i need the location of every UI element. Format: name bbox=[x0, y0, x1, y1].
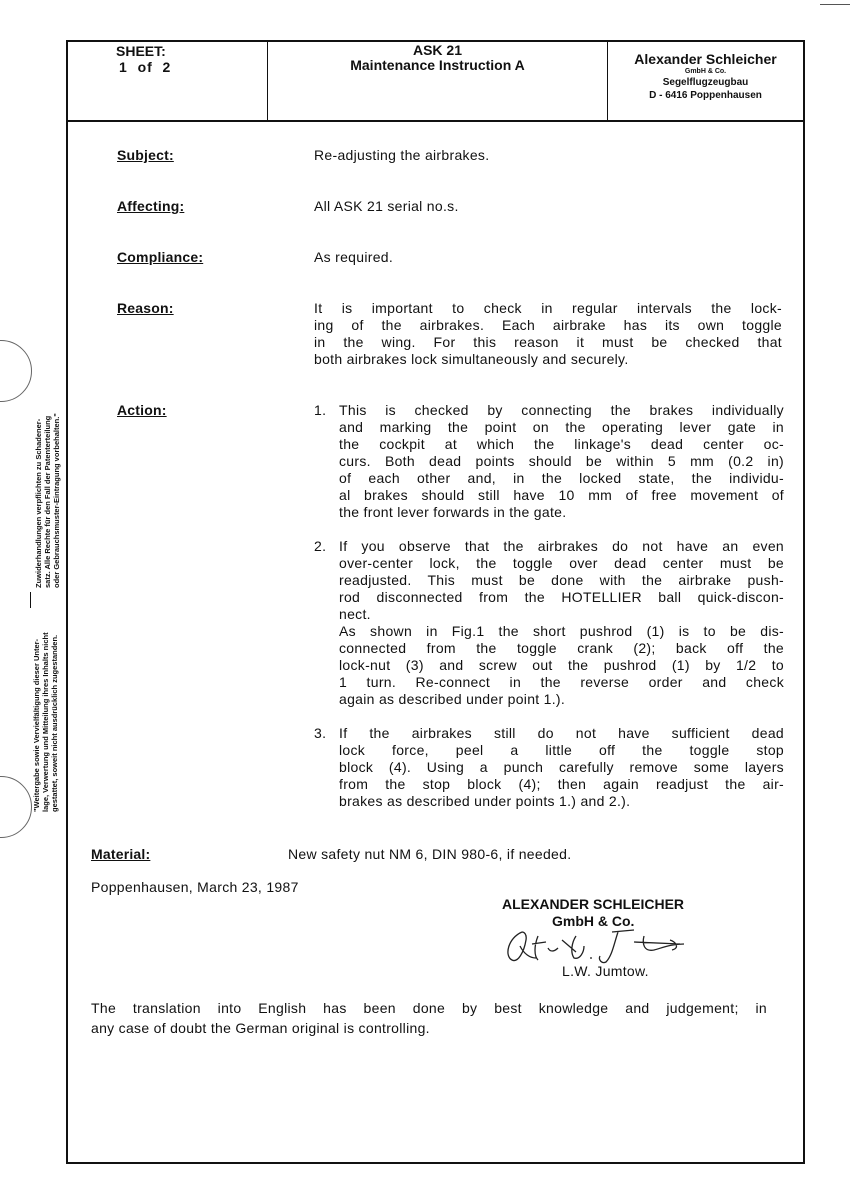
action-line: curs. Both dead points should be within 5 mm (0.2 in) bbox=[339, 453, 784, 469]
page-edge-mark bbox=[820, 4, 850, 5]
action-number: 3. bbox=[314, 725, 327, 741]
signature-company: ALEXANDER SCHLEICHER bbox=[502, 896, 685, 912]
affecting-label: Affecting: bbox=[117, 198, 185, 214]
action-line: connected from the toggle crank (2); back off the bbox=[339, 640, 784, 656]
punch-hole-bottom bbox=[0, 776, 32, 838]
reason-line: ing of the airbrakes. Each airbrake has its own toggle bbox=[314, 317, 782, 333]
action-line: al brakes should still have 10 mm of free movement of bbox=[339, 487, 784, 503]
action-line: lock-nut (3) and screw out the pushrod (1) by 1/2 to bbox=[339, 657, 784, 673]
notice-line: Zuwiderhandlungen verpflichten zu Schadener- bbox=[34, 418, 43, 588]
notice-line: lage, Verwertung und Mitteilung ihres Inhalts nicht bbox=[41, 632, 50, 812]
action-body bbox=[339, 402, 784, 521]
action-line: of each other and, in the locked state, the individu- bbox=[339, 470, 784, 486]
doc-title: ASK 21 bbox=[412, 42, 463, 58]
reason-label: Reason: bbox=[117, 300, 174, 316]
action-line: If you observe that the airbrakes do not have an even bbox=[339, 538, 784, 554]
subject-label: Subject: bbox=[117, 147, 174, 163]
action-number: 2. bbox=[314, 538, 327, 554]
sheet-cell bbox=[68, 42, 268, 120]
notice-line: "Weitergabe sowie Vervielfältigung dieser Unter- bbox=[32, 638, 41, 812]
company-type: Segelflugzeugbau bbox=[662, 77, 749, 88]
sheet-label: SHEET: bbox=[116, 43, 166, 59]
copyright-notice-2 bbox=[34, 413, 61, 588]
action-line: rod disconnected from the HOTELLIER ball quick-discon- bbox=[339, 589, 784, 605]
company-sub: GmbH & Co. bbox=[684, 68, 727, 75]
action-line: brakes as described under points 1.) and 2.). bbox=[339, 793, 631, 809]
compliance-label: Compliance: bbox=[117, 249, 204, 265]
action-line: 1 turn. Re-connect in the reverse order and check bbox=[339, 674, 784, 690]
action-line: and marking the point on the operating lever gate in bbox=[339, 419, 784, 435]
action-line: If the airbrakes still do not have sufficient dead bbox=[339, 725, 784, 741]
reason-line: in the wing. For this reason it must be checked that bbox=[314, 334, 782, 350]
company-name: Alexander Schleicher bbox=[634, 51, 777, 67]
translation-note bbox=[91, 998, 767, 1038]
action-line: As shown in Fig.1 the short pushrod (1) is to be dis- bbox=[339, 623, 784, 639]
action-line: lock force, peel a little off the toggle stop bbox=[339, 742, 784, 758]
header-table bbox=[68, 42, 803, 122]
reason-text bbox=[314, 300, 782, 368]
notice-line: oder Gebrauchsmuster-Eintragung vorbehalten." bbox=[52, 413, 61, 588]
company-address: D - 6416 Poppenhausen bbox=[649, 90, 762, 101]
action-line: readjusted. This must be done with the airbrake push- bbox=[339, 572, 784, 588]
action-line: block (4). Using a punch carefully remove some layers bbox=[339, 759, 784, 775]
action-label: Action: bbox=[117, 402, 167, 418]
affecting-value: All ASK 21 serial no.s. bbox=[314, 198, 459, 214]
company-cell bbox=[608, 42, 803, 120]
punch-hole-top bbox=[0, 340, 32, 402]
subject-value: Re-adjusting the airbrakes. bbox=[314, 147, 490, 163]
place-date: Poppenhausen, March 23, 1987 bbox=[91, 879, 299, 895]
material-label: Material: bbox=[91, 846, 151, 862]
notice-divider bbox=[30, 592, 31, 608]
signature-company-sub: GmbH & Co. bbox=[552, 913, 635, 929]
action-line: the front lever forwards in the gate. bbox=[339, 504, 567, 520]
doc-subtitle: Maintenance Instruction A bbox=[350, 57, 525, 73]
reason-line: both airbrakes lock simultaneously and securely. bbox=[314, 351, 629, 367]
notice-line: satz. Alle Rechte für den Fall der Patenterteilung bbox=[43, 415, 52, 588]
notice-line: gestattet, soweit nicht ausdrücklich zugestanden. bbox=[50, 634, 59, 812]
action-line: nect. bbox=[339, 606, 371, 622]
action-line: over-center lock, the toggle over dead center must be bbox=[339, 555, 784, 571]
action-line: the cockpit at which the linkage's dead center oc- bbox=[339, 436, 784, 452]
material-value: New safety nut NM 6, DIN 980-6, if needed. bbox=[288, 846, 572, 862]
reason-line: It is important to check in regular intervals the lock- bbox=[314, 300, 782, 316]
note-line: any case of doubt the German original is controlling. bbox=[91, 1020, 430, 1036]
sheet-pages: 1 of 2 bbox=[119, 59, 172, 75]
compliance-value: As required. bbox=[314, 249, 394, 265]
action-body bbox=[339, 725, 784, 810]
title-cell bbox=[268, 42, 608, 120]
note-line: The translation into English has been done by best knowledge and judgement; in bbox=[91, 1000, 767, 1016]
action-line: again as described under point 1.). bbox=[339, 691, 566, 707]
copyright-notice bbox=[32, 632, 59, 812]
action-line: from the stop block (4); then again readjust the air- bbox=[339, 776, 784, 792]
action-line: This is checked by connecting the brakes individually bbox=[339, 402, 784, 418]
signatory-name: L.W. Jumtow. bbox=[562, 963, 649, 979]
action-number: 1. bbox=[314, 402, 327, 418]
action-body bbox=[339, 538, 784, 708]
